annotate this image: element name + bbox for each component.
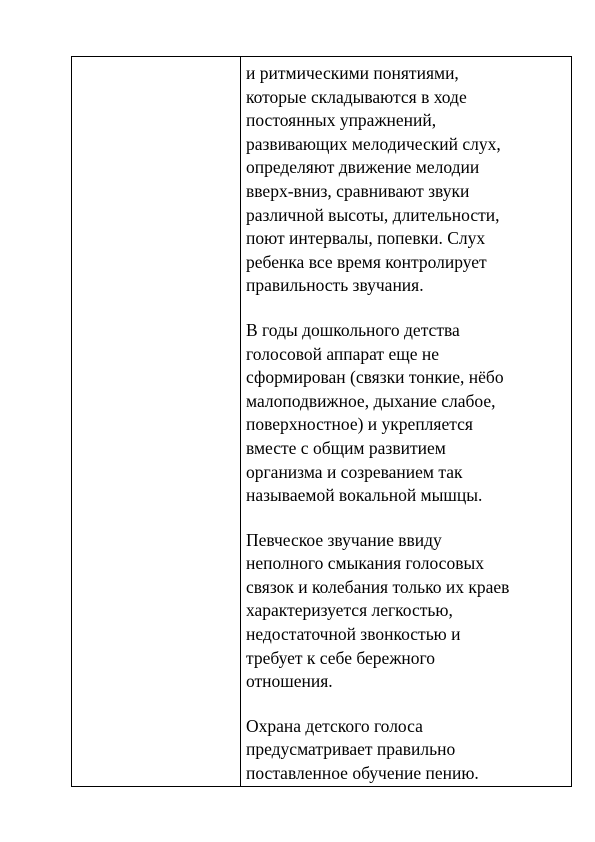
text-line: организма и созреванием так: [246, 461, 463, 482]
table-cell-right-text: [241, 57, 572, 787]
text-line: определяют движение мелодии: [246, 157, 480, 178]
text-line: характеризуется легкостью,: [246, 600, 453, 621]
paragraph-3: [246, 529, 565, 694]
paragraph-4: [246, 715, 565, 786]
table-cell-left-empty: [72, 57, 241, 787]
text-line: поставленное обучение пению.: [246, 763, 479, 784]
text-line: которые складываются в ходе: [246, 86, 467, 107]
text-line: называемой вокальной мышцы.: [246, 485, 483, 506]
text-line: недостаточной звонкостью и: [246, 624, 461, 645]
text-line: различной высоты, длительности,: [246, 204, 500, 225]
text-line: малоподвижное, дыхание слабое,: [246, 390, 496, 411]
text-line: развивающих мелодический слух,: [246, 133, 501, 154]
text-line: требует к себе бережного: [246, 647, 436, 668]
table-row: [72, 57, 572, 787]
text-line: сформирован (связки тонкие, нёбо: [246, 367, 504, 388]
text-line: В годы дошкольного детства: [246, 319, 460, 340]
text-line: вверх-вниз, сравнивают звуки: [246, 180, 470, 201]
text-line: отношения.: [246, 671, 333, 692]
text-line: поют интервалы, попевки. Слух: [246, 228, 486, 249]
paragraph-1: [246, 62, 565, 298]
text-line: и ритмическими понятиями,: [246, 63, 459, 83]
text-line: предусматривает правильно: [246, 739, 456, 760]
text-line: правильность звучания.: [246, 275, 424, 296]
text-line: вместе с общим развитием: [246, 437, 446, 458]
text-line: неполного смыкания голосовых: [246, 553, 484, 574]
content-table: [71, 56, 572, 787]
paragraph-2: [246, 319, 565, 508]
text-line: связок и колебания только их краев: [246, 576, 510, 597]
text-line: ребенка все время контролирует: [246, 251, 487, 272]
text-line: постоянных упражнений,: [246, 110, 437, 131]
text-line: Певческое звучание ввиду: [246, 529, 442, 550]
text-line: голосовой аппарат еще не: [246, 343, 439, 364]
text-line: поверхностное) и укрепляется: [246, 414, 473, 435]
text-line: Охрана детского голоса: [246, 715, 423, 736]
